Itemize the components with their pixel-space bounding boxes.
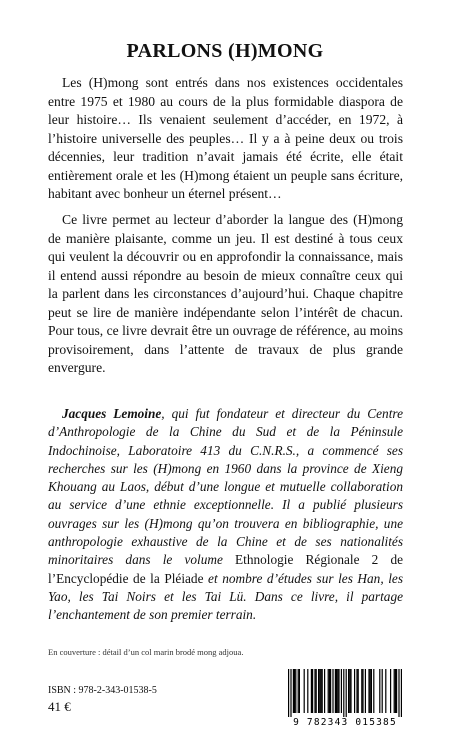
barcode-bar — [350, 669, 351, 713]
barcode-bar — [336, 669, 337, 713]
barcode-bar — [319, 669, 320, 713]
barcode-digits — [283, 717, 407, 728]
barcode-bars — [283, 667, 407, 717]
barcode-bar — [329, 669, 330, 713]
barcode-bar — [379, 669, 380, 713]
barcode-bar — [390, 669, 391, 713]
author-name: Jacques Lemoine — [62, 406, 162, 421]
barcode-bar — [330, 669, 331, 713]
barcode-bar — [338, 669, 339, 713]
barcode-bar — [382, 669, 383, 713]
barcode-bar — [395, 669, 396, 713]
isbn-number: ISBN : 978-2-343-01538-5 — [48, 685, 157, 696]
barcode-bar — [314, 669, 315, 713]
barcode-bar — [307, 669, 308, 713]
barcode-bar — [322, 669, 323, 713]
barcode-bar — [368, 669, 369, 713]
barcode-bar — [298, 669, 299, 713]
barcode-bar — [332, 669, 333, 713]
bio-text-1: , qui fut fondateur et directeur du Centre d’Anthropologie de la Chine du Sud et de la Péninsule Indochinoise, Laboratoire 413 du C.N.R.S., a commencé ses recherches sur les (H)mong en 1960 dans la province de Xieng Khouang au Laos, début d’une longue et mutuelle collaboration au service d’une ethnie exceptionnelle. Il a publié plusieurs ouvrages sur les (H)mong qu’on trouvera en bibliographie, une anthropologie exhaustive de la Chine et de ses nationalités minoritaires dans le volume — [48, 406, 403, 568]
barcode-lead-digit: 9 — [293, 717, 300, 728]
barcode-bar — [398, 669, 399, 717]
barcode-bar — [324, 669, 325, 713]
barcode-bar — [311, 669, 312, 713]
barcode-bar — [312, 669, 313, 713]
barcode-bar — [293, 669, 294, 713]
bio-text-2: et nombre d’études sur les Han, les Yao, les Tai Noirs et les Tai Lü. Dans ce livre, il partage l’enchantement de son premier terrain. — [48, 570, 403, 623]
intro-paragraph: Les (H)mong sont entrés dans nos existences occidentales entre 1975 et 1980 au cours de la plus formidable diaspora de leur histoire… Ils venaient seulement d’accéder, en 1972, à l’histoire universelle des peuples… Il y a à peine deux ou trois décennies, leur tradition n’avait jamais été écrite, elle était entièrement orale et les (H)mong étaient un peuple sans écriture, habitant avec bonheur un éternel présent… — [48, 75, 403, 201]
barcode-right-group: 015385 — [355, 717, 397, 728]
barcode-bar — [365, 669, 366, 713]
barcode-bar — [290, 669, 291, 717]
barcode-bar — [288, 669, 289, 717]
barcode-bar — [362, 669, 363, 713]
barcode-bar — [370, 669, 371, 713]
barcode-bar — [320, 669, 321, 713]
barcode-bar — [343, 669, 344, 717]
barcode-bar — [295, 669, 296, 713]
barcode-bar — [318, 669, 319, 713]
barcode-bar — [337, 669, 338, 713]
price: 41 € — [48, 699, 71, 714]
barcode-bar — [328, 669, 329, 713]
barcode-bar — [371, 669, 372, 713]
barcode-bar — [385, 669, 386, 713]
barcode-bar — [356, 669, 357, 713]
barcode — [283, 667, 407, 731]
cover-credit: En couverture : détail d’un col marin brodé mong adjoua. — [48, 647, 244, 657]
barcode-bar — [348, 669, 349, 713]
barcode-bar — [346, 669, 347, 717]
bio-work-title: Ethnologie Régionale 2 de l’Encyclopédie de la Pléiade — [48, 552, 404, 586]
barcode-bar — [299, 669, 300, 713]
barcode-bar — [316, 669, 317, 713]
barcode-bar — [361, 669, 362, 713]
barcode-bar — [358, 669, 359, 713]
barcode-bar — [341, 669, 342, 713]
description-paragraph: Ce livre permet au lecteur d’aborder la langue des (H)mong de manière plaisante, comme un jeu. Il est destiné à tous ceux qui veulent la découvrir ou en approfondir la connaissance, mais il entend aussi répondre au besoin de mieux connaître ceux qui la parlent dans les circonstances d’aujourd’hui. Chaque chapitre peut se lire de manière indépendante selon l’intérêt de chacun. Pour tous, ce livre devrait être un ouvrage de référence, au moins provisoirement, dans l’attente de travaux de plus grande envergure. — [48, 212, 403, 375]
barcode-bar — [396, 669, 397, 713]
barcode-bar — [335, 669, 336, 713]
barcode-bar — [294, 669, 295, 713]
barcode-bar — [349, 669, 350, 713]
barcode-bar — [394, 669, 395, 713]
barcode-left-group: 782343 — [306, 717, 349, 728]
barcode-bar — [354, 669, 355, 713]
book-title: PARLONS (H)MONG — [126, 40, 324, 62]
barcode-bar — [373, 669, 374, 713]
barcode-bar — [304, 669, 305, 713]
barcode-bar — [401, 669, 402, 717]
author-biography — [48, 405, 403, 625]
